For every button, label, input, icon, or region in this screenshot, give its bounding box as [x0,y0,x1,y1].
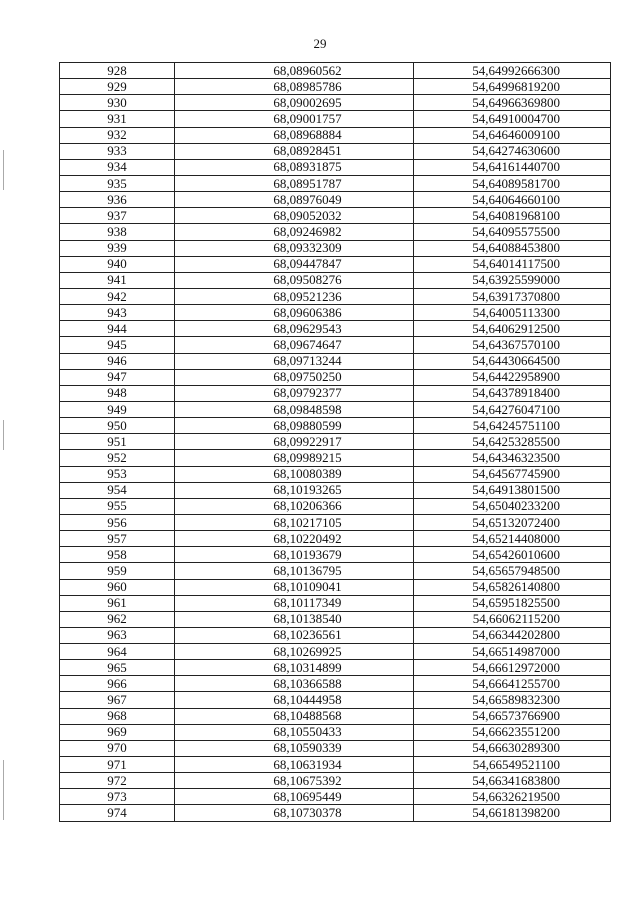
x-coordinate-cell: 68,09848598 [175,401,414,417]
y-coordinate-cell: 54,64966369800 [414,95,611,111]
x-coordinate-cell: 68,09332309 [175,240,414,256]
point-number-cell: 943 [60,305,175,321]
table-row [60,353,611,369]
point-number-cell: 932 [60,127,175,143]
x-coordinate-cell: 68,10550433 [175,724,414,740]
scan-margin-mark [3,150,4,190]
x-coordinate-cell: 68,09713244 [175,353,414,369]
point-number-cell: 971 [60,757,175,773]
y-coordinate-cell: 54,66549521100 [414,757,611,773]
y-coordinate-cell: 54,66641255700 [414,676,611,692]
y-coordinate-cell: 54,64913801500 [414,482,611,498]
point-number-cell: 961 [60,595,175,611]
table-row [60,789,611,805]
x-coordinate-cell: 68,08968884 [175,127,414,143]
table-row [60,272,611,288]
y-coordinate-cell: 54,66326219500 [414,789,611,805]
y-coordinate-cell: 54,64567745900 [414,466,611,482]
table-row [60,63,611,79]
table-row [60,611,611,627]
point-number-cell: 935 [60,175,175,191]
table-row [60,192,611,208]
table-row [60,79,611,95]
x-coordinate-cell: 68,10314899 [175,660,414,676]
point-number-cell: 928 [60,63,175,79]
y-coordinate-cell: 54,66062115200 [414,611,611,627]
table-row [60,660,611,676]
point-number-cell: 958 [60,547,175,563]
y-coordinate-cell: 54,65657948500 [414,563,611,579]
x-coordinate-cell: 68,10138540 [175,611,414,627]
point-number-cell: 957 [60,531,175,547]
table-row [60,563,611,579]
y-coordinate-cell: 54,64095575500 [414,224,611,240]
y-coordinate-cell: 54,64422958900 [414,369,611,385]
table-row [60,256,611,272]
point-number-cell: 972 [60,773,175,789]
point-number-cell: 952 [60,450,175,466]
point-number-cell: 950 [60,418,175,434]
y-coordinate-cell: 54,66181398200 [414,805,611,821]
y-coordinate-cell: 54,66341683800 [414,773,611,789]
point-number-cell: 930 [60,95,175,111]
x-coordinate-cell: 68,09674647 [175,337,414,353]
table-row [60,773,611,789]
x-coordinate-cell: 68,08960562 [175,63,414,79]
point-number-cell: 949 [60,401,175,417]
point-number-cell: 953 [60,466,175,482]
coordinates-table [59,62,611,822]
y-coordinate-cell: 54,64378918400 [414,385,611,401]
table-row [60,805,611,821]
point-number-cell: 947 [60,369,175,385]
y-coordinate-cell: 54,64081968100 [414,208,611,224]
x-coordinate-cell: 68,09246982 [175,224,414,240]
y-coordinate-cell: 54,64245751100 [414,418,611,434]
y-coordinate-cell: 54,64910004700 [414,111,611,127]
x-coordinate-cell: 68,10444958 [175,692,414,708]
x-coordinate-cell: 68,10590339 [175,740,414,756]
x-coordinate-cell: 68,10236561 [175,627,414,643]
page-number: 29 [313,36,327,51]
x-coordinate-cell: 68,10631934 [175,757,414,773]
table-row [60,401,611,417]
table-row [60,175,611,191]
table-row [60,466,611,482]
point-number-cell: 964 [60,644,175,660]
point-number-cell: 974 [60,805,175,821]
table-row [60,692,611,708]
x-coordinate-cell: 68,08928451 [175,143,414,159]
table-row [60,724,611,740]
table-row [60,595,611,611]
point-number-cell: 965 [60,660,175,676]
y-coordinate-cell: 54,66612972000 [414,660,611,676]
table-row [60,240,611,256]
table-row [60,708,611,724]
y-coordinate-cell: 54,63917370800 [414,288,611,304]
y-coordinate-cell: 54,66589832300 [414,692,611,708]
x-coordinate-cell: 68,09052032 [175,208,414,224]
y-coordinate-cell: 54,66514987000 [414,644,611,660]
point-number-cell: 955 [60,498,175,514]
y-coordinate-cell: 54,63925599000 [414,272,611,288]
table-row [60,369,611,385]
y-coordinate-cell: 54,65951825500 [414,595,611,611]
y-coordinate-cell: 54,65426010600 [414,547,611,563]
point-number-cell: 939 [60,240,175,256]
table-row [60,305,611,321]
table-row [60,208,611,224]
x-coordinate-cell: 68,08976049 [175,192,414,208]
table-row [60,450,611,466]
table-row [60,547,611,563]
x-coordinate-cell: 68,08951787 [175,175,414,191]
table-row [60,224,611,240]
table-row [60,740,611,756]
x-coordinate-cell: 68,10675392 [175,773,414,789]
point-number-cell: 968 [60,708,175,724]
x-coordinate-cell: 68,09002695 [175,95,414,111]
y-coordinate-cell: 54,66630289300 [414,740,611,756]
y-coordinate-cell: 54,64646009100 [414,127,611,143]
x-coordinate-cell: 68,09508276 [175,272,414,288]
point-number-cell: 940 [60,256,175,272]
table-row [60,321,611,337]
y-coordinate-cell: 54,66623551200 [414,724,611,740]
y-coordinate-cell: 54,64161440700 [414,159,611,175]
y-coordinate-cell: 54,64992666300 [414,63,611,79]
table-row [60,385,611,401]
point-number-cell: 934 [60,159,175,175]
x-coordinate-cell: 68,10193265 [175,482,414,498]
x-coordinate-cell: 68,09001757 [175,111,414,127]
x-coordinate-cell: 68,10217105 [175,514,414,530]
y-coordinate-cell: 54,66573766900 [414,708,611,724]
table-row [60,531,611,547]
x-coordinate-cell: 68,10269925 [175,644,414,660]
x-coordinate-cell: 68,09750250 [175,369,414,385]
table-row [60,579,611,595]
table-row [60,434,611,450]
point-number-cell: 945 [60,337,175,353]
table-row [60,627,611,643]
point-number-cell: 946 [60,353,175,369]
point-number-cell: 944 [60,321,175,337]
point-number-cell: 960 [60,579,175,595]
table-row [60,514,611,530]
table-row [60,95,611,111]
y-coordinate-cell: 54,64274630600 [414,143,611,159]
y-coordinate-cell: 54,65214408000 [414,531,611,547]
y-coordinate-cell: 54,65132072400 [414,514,611,530]
x-coordinate-cell: 68,10695449 [175,789,414,805]
y-coordinate-cell: 54,64005113300 [414,305,611,321]
point-number-cell: 938 [60,224,175,240]
x-coordinate-cell: 68,10366588 [175,676,414,692]
x-coordinate-cell: 68,10206366 [175,498,414,514]
point-number-cell: 962 [60,611,175,627]
y-coordinate-cell: 54,64088453800 [414,240,611,256]
table-row [60,498,611,514]
y-coordinate-cell: 54,64089581700 [414,175,611,191]
x-coordinate-cell: 68,09922917 [175,434,414,450]
y-coordinate-cell: 54,65040233200 [414,498,611,514]
point-number-cell: 929 [60,79,175,95]
scan-margin-mark [3,760,4,820]
x-coordinate-cell: 68,10080389 [175,466,414,482]
x-coordinate-cell: 68,10109041 [175,579,414,595]
table-row [60,159,611,175]
y-coordinate-cell: 54,64253285500 [414,434,611,450]
point-number-cell: 948 [60,385,175,401]
x-coordinate-cell: 68,10117349 [175,595,414,611]
table-row [60,482,611,498]
x-coordinate-cell: 68,10488568 [175,708,414,724]
y-coordinate-cell: 54,64014117500 [414,256,611,272]
point-number-cell: 973 [60,789,175,805]
point-number-cell: 956 [60,514,175,530]
y-coordinate-cell: 54,64064660100 [414,192,611,208]
coordinates-table-body [60,63,611,822]
point-number-cell: 954 [60,482,175,498]
x-coordinate-cell: 68,09880599 [175,418,414,434]
x-coordinate-cell: 68,08985786 [175,79,414,95]
x-coordinate-cell: 68,10193679 [175,547,414,563]
x-coordinate-cell: 68,08931875 [175,159,414,175]
point-number-cell: 936 [60,192,175,208]
y-coordinate-cell: 54,64276047100 [414,401,611,417]
y-coordinate-cell: 54,66344202800 [414,627,611,643]
table-row [60,644,611,660]
table-row [60,418,611,434]
point-number-cell: 933 [60,143,175,159]
table-row [60,111,611,127]
point-number-cell: 969 [60,724,175,740]
y-coordinate-cell: 54,65826140800 [414,579,611,595]
y-coordinate-cell: 54,64367570100 [414,337,611,353]
y-coordinate-cell: 54,64430664500 [414,353,611,369]
x-coordinate-cell: 68,09521236 [175,288,414,304]
point-number-cell: 963 [60,627,175,643]
x-coordinate-cell: 68,09792377 [175,385,414,401]
point-number-cell: 942 [60,288,175,304]
point-number-cell: 959 [60,563,175,579]
x-coordinate-cell: 68,10220492 [175,531,414,547]
x-coordinate-cell: 68,10136795 [175,563,414,579]
x-coordinate-cell: 68,10730378 [175,805,414,821]
x-coordinate-cell: 68,09629543 [175,321,414,337]
y-coordinate-cell: 54,64062912500 [414,321,611,337]
point-number-cell: 951 [60,434,175,450]
x-coordinate-cell: 68,09606386 [175,305,414,321]
table-row [60,127,611,143]
x-coordinate-cell: 68,09989215 [175,450,414,466]
point-number-cell: 941 [60,272,175,288]
table-row [60,757,611,773]
table-row [60,143,611,159]
point-number-cell: 931 [60,111,175,127]
point-number-cell: 970 [60,740,175,756]
y-coordinate-cell: 54,64346323500 [414,450,611,466]
table-row [60,676,611,692]
point-number-cell: 937 [60,208,175,224]
table-row [60,337,611,353]
y-coordinate-cell: 54,64996819200 [414,79,611,95]
table-row [60,288,611,304]
x-coordinate-cell: 68,09447847 [175,256,414,272]
point-number-cell: 967 [60,692,175,708]
scan-margin-mark [3,420,4,450]
point-number-cell: 966 [60,676,175,692]
